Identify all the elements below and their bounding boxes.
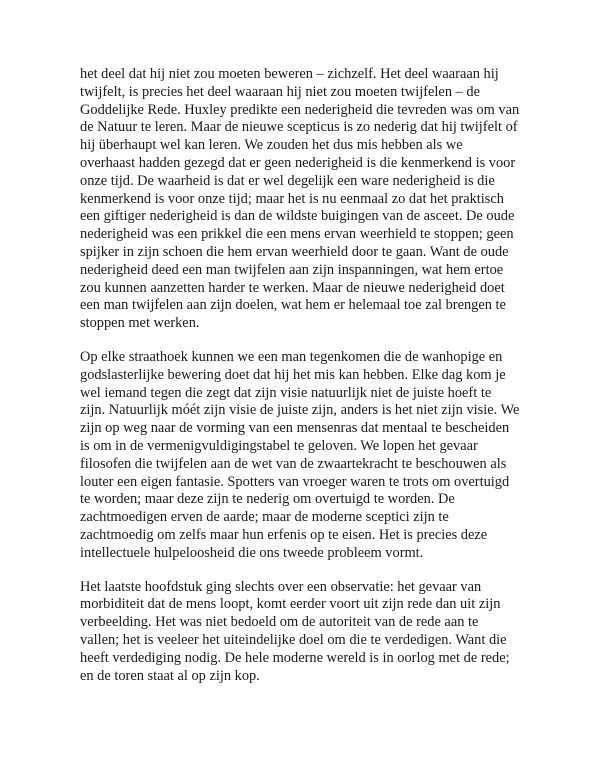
body-text — [80, 66, 520, 701]
paragraph — [80, 579, 516, 686]
text-line: spijker in zijn schoen die hem ervan weerhield door te gaan. Want de oude — [80, 243, 509, 260]
text-line: Het laatste hoofdstuk ging slechts over een observatie: het gevaar van — [80, 578, 482, 595]
text-line: nederigheid deed een man twijfelen aan zijn inspanningen, wat hem ertoe — [80, 261, 504, 278]
text-line: zou kunnen aanzetten harder te werken. Maar de nieuwe nederigheid doet — [80, 279, 505, 296]
text-line: Goddelijke Rede. Huxley predikte een nederigheid die tevreden was om van — [80, 101, 520, 118]
text-line: heeft verdediging nodig. De hele moderne wereld is in oorlog met de rede; — [80, 649, 510, 666]
text-line: een man twijfelen aan zijn doelen, wat hem er helemaal toe zal brengen te — [80, 297, 506, 314]
text-line: overhaast hadden gezegd dat er geen nederigheid is die kenmerkend is voor — [80, 154, 516, 171]
text-line: te worden; maar deze zijn te nederig om overtuigd te worden. De — [80, 491, 455, 508]
text-line: filosofen die twijfelen aan de wet van de zwaartekracht te beschouwen als — [80, 455, 507, 472]
text-line: en de toren staat al op zijn kop. — [80, 667, 260, 684]
text-line: zijn. Natuurlijk móét zijn visie de juiste zijn, anders is het niet zijn visie. We — [80, 402, 520, 419]
paragraph — [80, 348, 520, 563]
text-line: godslasterlijke bewering doet dat hij het mis kan hebben. Elke dag kom je — [80, 366, 506, 383]
text-line: vallen; het is veeleer het uiteindelijke doel om die te verdedigen. Want die — [80, 631, 507, 648]
text-line: intellectuele hulpeloosheid die ons tweede probleem vormt. — [80, 544, 424, 561]
text-line: onze tijd. De waarheid is dat er wel degelijk een ware nederigheid is die — [80, 172, 495, 189]
text-line: louter een eigen fantasie. Spotters van vroeger waren te trots om overtuigd — [80, 473, 510, 490]
text-line: verbeelding. Het was niet bedoeld om de autoriteit van de rede aan te — [80, 614, 479, 631]
text-line: een giftiger nederigheid is dan de wildste buigingen van de asceet. De oude — [80, 208, 515, 225]
paragraph — [80, 66, 520, 333]
text-line: wel iemand tegen die zegt dat zijn visie natuurlijk niet de juiste hoeft te — [80, 384, 492, 401]
text-line: morbiditeit dat de mens loopt, komt eerder voort uit zijn rede dan uit zijn — [80, 596, 501, 613]
text-line: de Natuur te leren. Maar de nieuwe scepticus is zo nederig dat hij twijfelt of — [80, 119, 518, 136]
text-line: het deel dat hij niet zou moeten beweren – zichzelf. Het deel waaraan hij — [80, 66, 499, 82]
text-line: zijn op weg naar de vorming van een mensenras dat mentaal te bescheiden — [80, 420, 510, 437]
text-line: stoppen met werken. — [80, 315, 200, 332]
text-line: Op elke straathoek kunnen we een man tegenkomen die de wanhopige en — [80, 348, 503, 365]
text-line: zachtmoedig om zelfs maar hun erfenis op te eisen. Het is precies deze — [80, 526, 488, 543]
text-line: hij überhaupt wel kan leren. We zouden het dus mis hebben als we — [80, 137, 463, 154]
text-line: zachtmoedigen erven de aarde; maar de moderne sceptici zijn te — [80, 509, 449, 526]
text-line: is om in de vermenigvuldigingstabel te geloven. We lopen het gevaar — [80, 437, 478, 454]
text-line: twijfelt, is precies het deel waaraan hij niet zou moeten twijfelen – de — [80, 83, 480, 100]
text-line: kenmerkend is voor onze tijd; maar het is nu eenmaal zo dat het praktisch — [80, 190, 504, 207]
text-line: nederigheid was een prikkel die een mens ervan weerhield te stoppen; geen — [80, 226, 514, 243]
